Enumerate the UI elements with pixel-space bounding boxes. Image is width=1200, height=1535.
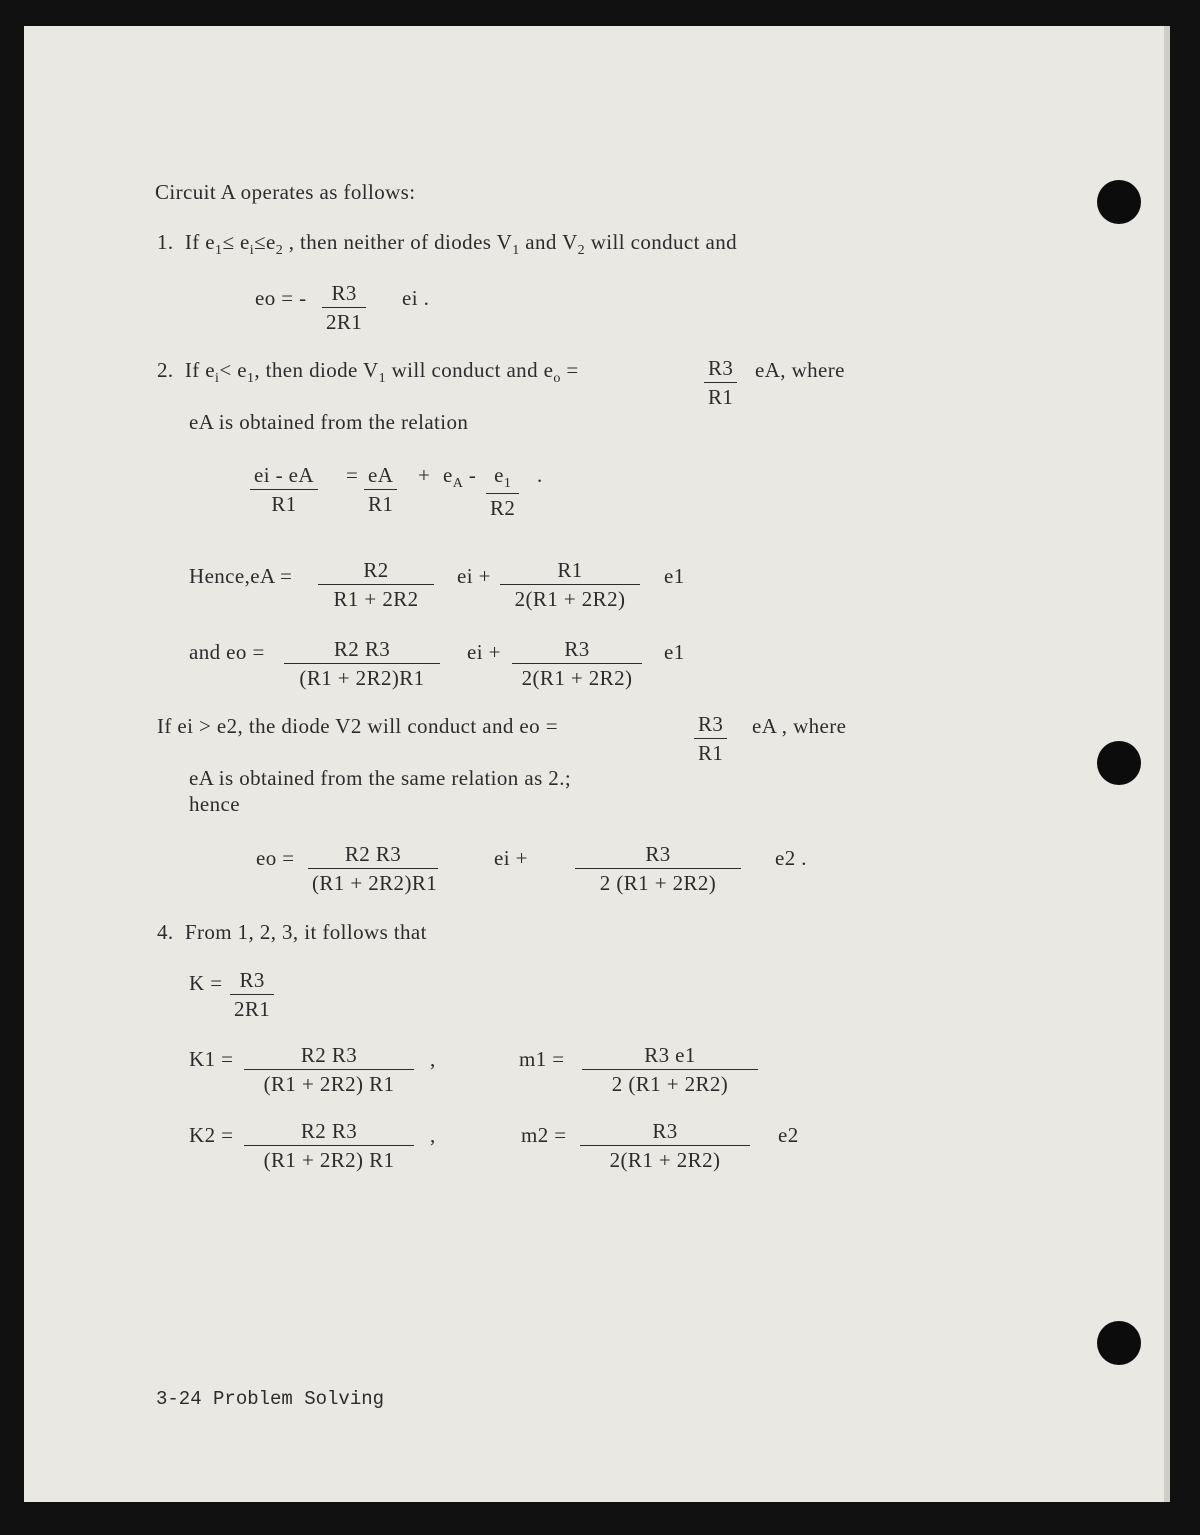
item3-line1: If ei > e2, the diode V2 will conduct and eo = xyxy=(157,714,558,738)
relation-term: $e_A$ - xyxy=(443,463,477,491)
k-fraction: $\frac{R3}{2R1}$ xyxy=(230,968,274,1022)
relation-equals: = xyxy=(346,463,359,487)
item1-eq-rhs: ei . xyxy=(402,286,430,310)
item1-line: 1. If $e_1\le e_i\le e_2$ , then neither of diodes $V_1$ and $V_2$ will conduct and xyxy=(157,230,738,258)
and-end: e1 xyxy=(664,640,685,664)
punch-hole xyxy=(1097,741,1141,785)
item3-fraction: $\frac{R3}{R1}$ xyxy=(694,712,727,766)
hence-fraction-1: $\frac{R2}{R1 + 2R2}$ xyxy=(318,558,434,612)
hence-fraction-2: $\frac{R1}{2(R1 + 2R2)}$ xyxy=(500,558,640,612)
k1-comma: , xyxy=(430,1047,436,1071)
item3-line1-end: eA , where xyxy=(752,714,847,738)
item-number: 1. xyxy=(157,230,174,254)
and-mid: ei + xyxy=(467,640,501,664)
and-fraction-2: $\frac{R3}{2(R1 + 2R2)}$ xyxy=(512,637,642,691)
relation-fraction-1: $\frac{ei - eA}{R1}$ xyxy=(250,463,318,517)
relation-end: . xyxy=(537,463,543,487)
item1-fraction: $\frac{R3}{2R1}$ xyxy=(322,281,366,335)
hence-mid: ei + xyxy=(457,564,491,588)
m2-fraction: $\frac{R3}{2(R1 + 2R2)}$ xyxy=(580,1119,750,1173)
item3-eq-lhs: eo = xyxy=(256,846,295,870)
item3-line3: hence xyxy=(189,792,240,816)
punch-hole xyxy=(1097,180,1141,224)
item3-end: e2 . xyxy=(775,846,807,870)
m2-end: e2 xyxy=(778,1123,799,1147)
item2-fraction: $\frac{R3}{R1}$ xyxy=(704,356,737,410)
hence-lhs: Hence,eA = xyxy=(189,564,293,588)
k2-comma: , xyxy=(430,1123,436,1147)
punch-hole xyxy=(1097,1321,1141,1365)
k2-lhs: K2 = xyxy=(189,1123,234,1147)
relation-fraction-2: $\frac{eA}{R1}$ xyxy=(364,463,397,517)
page-edge xyxy=(1164,26,1170,1502)
m1-fraction: $\frac{R3 e1}{2 (R1 + 2R2)}$ xyxy=(582,1043,758,1097)
k2-fraction: $\frac{R2 R3}{(R1 + 2R2) R1}$ xyxy=(244,1119,414,1173)
k1-fraction: $\frac{R2 R3}{(R1 + 2R2) R1}$ xyxy=(244,1043,414,1097)
item1-eq-lhs: eo = - xyxy=(255,286,307,310)
item2-line1-end: eA, where xyxy=(755,358,845,382)
k-lhs: K = xyxy=(189,971,223,995)
page-footer: 3-24 Problem Solving xyxy=(156,1388,385,1410)
k1-lhs: K1 = xyxy=(189,1047,234,1071)
hence-end: e1 xyxy=(664,564,685,588)
m2-lhs: m2 = xyxy=(521,1123,567,1147)
intro-text: Circuit A operates as follows: xyxy=(155,180,416,204)
item3-fraction-2: $\frac{R3}{2 (R1 + 2R2)}$ xyxy=(575,842,741,896)
item2-line2: eA is obtained from the relation xyxy=(189,410,469,434)
item3-fraction-1: $\frac{R2 R3}{(R1 + 2R2)R1}$ xyxy=(308,842,438,896)
item2-line1: 2. If $e_i< e_1$, then diode $V_1$ will conduct and $e_o$ = xyxy=(157,358,579,386)
item3-line2: eA is obtained from the same relation as 2.; xyxy=(189,766,572,790)
item3-mid: ei + xyxy=(494,846,528,870)
relation-fraction-3: $\frac{e_1}{R2}$ xyxy=(486,463,519,521)
item4-line1: 4. From 1, 2, 3, it follows that xyxy=(157,920,427,944)
m1-lhs: m1 = xyxy=(519,1047,565,1071)
relation-plus: + xyxy=(418,463,431,487)
and-lhs: and eo = xyxy=(189,640,265,664)
and-fraction-1: $\frac{R2 R3}{(R1 + 2R2)R1}$ xyxy=(284,637,440,691)
